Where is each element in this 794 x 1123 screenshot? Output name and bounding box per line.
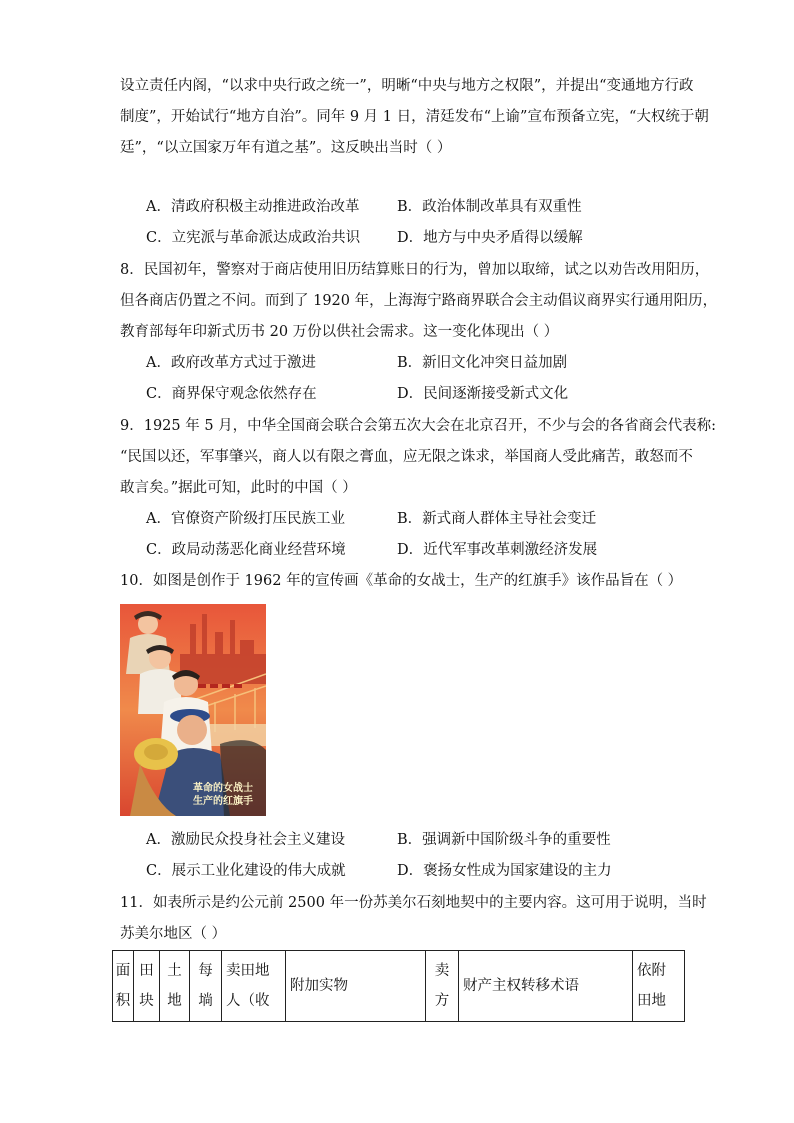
q9-line-2: “民国以还，军事肇兴，商人以有限之膏血，应无限之诛求，举国商人受此痛苦，敢怒而不 <box>120 449 693 465</box>
q10-option-b[interactable]: B．强调新中国阶级斗争的重要性 <box>397 832 611 848</box>
table-header-cell <box>134 951 160 1022</box>
q7-line-3: 廷”，“以立国家万年有道之基”。这反映出当时（ ） <box>120 140 452 156</box>
land-deed-table <box>112 950 685 1022</box>
header-text: 每 <box>198 963 213 979</box>
q7-line-1: 设立责任内阁，“以求中央行政之统一”，明晰“中央与地方之权限”，并提出“变通地方行政 <box>120 78 694 94</box>
table-header-row <box>113 951 685 1022</box>
header-text: 田地 <box>637 993 666 1009</box>
table-header-cell <box>222 951 286 1022</box>
q8-option-d[interactable]: D．民间逐渐接受新式文化 <box>397 386 569 402</box>
table-header-cell <box>160 951 190 1022</box>
table-header-cell <box>113 951 134 1022</box>
table-header-cell <box>286 951 426 1022</box>
header-text: 田 <box>139 963 154 979</box>
q8-line-1: 8．民国初年，警察对于商店使用旧历结算账日的行为，曾加以取缔，试之以劝告改用阳历， <box>120 262 710 278</box>
header-text: 面 <box>115 963 131 979</box>
table-header-cell <box>190 951 222 1022</box>
q7-option-d[interactable]: D．地方与中央矛盾得以缓解 <box>397 230 583 246</box>
header-text: 依附 <box>637 963 666 979</box>
poster-caption-line-1: 革命的女战士 <box>193 783 253 794</box>
header-text: 埫 <box>198 993 213 1009</box>
header-text: 积 <box>115 993 131 1009</box>
poster-caption <box>180 782 266 808</box>
q10-option-d[interactable]: D．褒扬女性成为国家建设的主力 <box>397 863 612 879</box>
q8-option-b[interactable]: B．新旧文化冲突日益加剧 <box>397 355 568 371</box>
q9-option-a[interactable]: A．官僚资产阶级打压民族工业 <box>146 511 345 527</box>
header-text: 卖 <box>434 963 450 979</box>
q8-line-3: 教育部每年印新式历书 20 万份以供社会需求。这一变化体现出（ ） <box>120 324 559 340</box>
poster-caption-line-2: 生产的红旗手 <box>193 796 253 807</box>
header-text: 地 <box>167 993 182 1009</box>
header-text: 人（收 <box>226 993 270 1009</box>
q11-line-1: 11．如表所示是约公元前 2500 年一份苏美尔石刻地契中的主要内容。这可用于说明，当时 <box>120 895 707 911</box>
table-header-cell <box>426 951 459 1022</box>
header-text: 卖田地 <box>226 963 270 979</box>
q11-line-2: 苏美尔地区（ ） <box>120 926 227 942</box>
q9-option-b[interactable]: B．新式商人群体主导社会变迁 <box>397 511 597 527</box>
header-text: 块 <box>139 993 154 1009</box>
table-header-cell <box>633 951 685 1022</box>
q9-option-d[interactable]: D．近代军事改革刺激经济发展 <box>397 542 598 558</box>
header-text: 财产主权转移术语 <box>463 978 579 994</box>
q8-option-c[interactable]: C．商界保守观念依然存在 <box>146 386 317 402</box>
q9-line-3: 敢言矣。”据此可知，此时的中国（ ） <box>120 480 357 496</box>
header-text: 土 <box>167 963 182 979</box>
q9-line-1: 9．1925 年 5 月，中华全国商会联合会第五次大会在北京召开，不少与会的各省商会代表称: <box>120 418 717 434</box>
table-header-cell <box>459 951 633 1022</box>
q7-option-a[interactable]: A．清政府积极主动推进政治改革 <box>146 199 360 215</box>
propaganda-poster-image <box>120 604 266 816</box>
q9-option-c[interactable]: C．政局动荡恶化商业经营环境 <box>146 542 346 558</box>
q7-line-2: 制度”，开始试行“地方自治”。同年 9 月 1 日，清廷发布“上谕”宣布预备立宪，“大权统于朝 <box>120 109 709 125</box>
q7-option-b[interactable]: B．政治体制改革具有双重性 <box>397 199 582 215</box>
q8-option-a[interactable]: A．政府改革方式过于激进 <box>146 355 316 371</box>
header-text: 附加实物 <box>290 978 348 994</box>
q10-option-c[interactable]: C．展示工业化建设的伟大成就 <box>146 863 346 879</box>
q10-line-1: 10．如图是创作于 1962 年的宣传画《革命的女战士，生产的红旗手》该作品旨在（ ） <box>120 573 683 589</box>
q8-line-2: 但各商店仍置之不问。而到了 1920 年，上海海宁路商界联合会主动倡议商界实行通用阳历， <box>120 293 718 309</box>
q10-option-a[interactable]: A．激励民众投身社会主义建设 <box>146 832 345 848</box>
q7-option-c[interactable]: C．立宪派与革命派达成政治共识 <box>146 230 361 246</box>
header-text: 方 <box>434 993 450 1009</box>
